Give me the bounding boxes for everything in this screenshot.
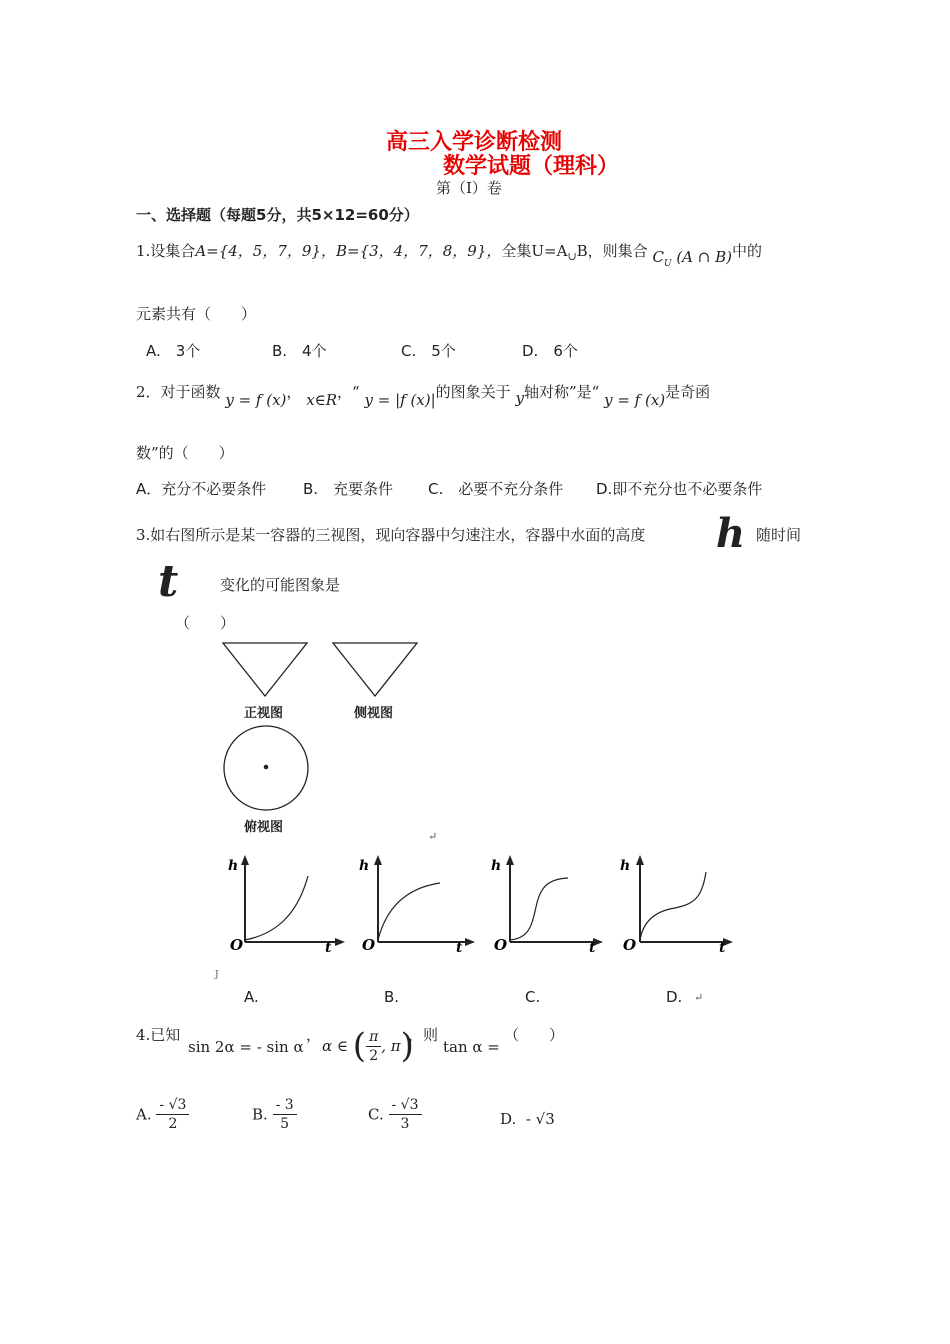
q4-option-a: A. $\frac{- √3}{2}$ (136, 1096, 189, 1133)
q2-option-c: C. 必要不充分条件 (428, 480, 564, 498)
q4-interval: α ∈ ( $\frac{\pi}{2}$ , π) (322, 1026, 414, 1066)
q4-option-d: D. - √3 (500, 1110, 555, 1128)
q4-paren: （ ） (504, 1026, 565, 1044)
graph-a (225, 852, 350, 957)
graph-a-h-label: h (228, 858, 239, 874)
question-3-line2: 变化的可能图象是 (220, 576, 341, 594)
graph-b-o-label: O (362, 936, 376, 954)
question-2-line2: 数”的（ ） (136, 444, 234, 462)
graph-a-t-label: t (325, 940, 332, 956)
q1-option-c: C. 5个 (401, 342, 456, 360)
small-mark: J (215, 970, 219, 980)
q2-mid: 的图象关于 (435, 383, 511, 401)
q1-option-b: B. 4个 (272, 342, 327, 360)
return-mark-1: ↵ (428, 830, 438, 843)
q4-then: ，则 (408, 1026, 439, 1044)
exam-title: 高三入学诊断检测 (386, 130, 563, 155)
q3-h-letter: h (716, 510, 746, 557)
q1-set-a: A={4，5，7，9}， (195, 242, 336, 260)
graph-c-o-label: O (494, 936, 508, 954)
q2-y: y (515, 389, 524, 407)
q3-paren: （ ） (175, 614, 236, 632)
q1-union: ∪ (567, 250, 577, 263)
q4-comma: ， (306, 1026, 322, 1044)
graph-d (620, 852, 745, 957)
q1-stem-end: 中的 (732, 242, 763, 260)
q4-option-c-value: $\frac{- √3}{3}$ (389, 1096, 422, 1133)
question-2-line1 (136, 381, 710, 409)
q2-func-3: y = f (x) (604, 391, 666, 409)
q4-option-b-value: $\frac{- 3}{5}$ (273, 1096, 297, 1133)
top-view-label: 俯视图 (244, 820, 284, 835)
q2-func-1: y = f (x) (225, 391, 287, 409)
q4-option-b: B. $\frac{- 3}{5}$ (252, 1096, 297, 1133)
q2-mid2: 轴对称”是“ (523, 383, 600, 401)
side-view-figure (330, 640, 420, 700)
q4-stem: 4.已知 (136, 1026, 181, 1044)
q4-option-d-value: - √3 (525, 1110, 555, 1128)
graph-b (358, 852, 483, 957)
q1-complement-expr: $C_U$ (A ∩ B) (652, 248, 732, 269)
q1-set-b: B={3，4，7，8，9}， (335, 242, 502, 260)
q3-stem-end: 随时间 (756, 526, 802, 544)
q1-option-d: D. 6个 (522, 342, 578, 360)
q4-alpha-in: α ∈ (322, 1037, 349, 1055)
q2-option-a: A．充分不必要条件 (136, 480, 267, 498)
q2-option-b: B. 充要条件 (303, 480, 394, 498)
q4-equation: sin 2α = - sin α (188, 1038, 304, 1056)
q3-option-b: B. (384, 988, 400, 1006)
q2-option-d: D.即不充分也不必要条件 (596, 480, 763, 498)
q3-t-letter: t (158, 556, 179, 607)
q4-pi-over-2: $\frac{\pi}{2}$ (366, 1028, 381, 1065)
q1-option-a: A. 3个 (146, 342, 201, 360)
graph-d-h-label: h (620, 858, 631, 874)
section-heading: 一、选择题（每题5分，共5×12=60分） (136, 206, 419, 224)
q1-universe-end: B，则集合 (576, 242, 648, 260)
q2-stem: 2．对于函数 (136, 383, 221, 401)
q4-option-c: C. $\frac{- √3}{3}$ (368, 1096, 422, 1133)
q3-option-d: D. (666, 988, 683, 1006)
top-view-figure (220, 722, 312, 814)
graph-b-t-label: t (456, 940, 463, 956)
q2-domain: x∈R (306, 391, 338, 409)
graph-b-h-label: h (359, 858, 370, 874)
front-view-label: 正视图 (244, 706, 284, 721)
graph-d-t-label: t (719, 940, 726, 956)
q3-option-c: C. (525, 988, 541, 1006)
exam-subtitle: 数学试题（理科） (443, 154, 620, 179)
q4-tan: tan α = (443, 1038, 500, 1056)
q2-func-abs: y = |f (x)| (364, 391, 436, 409)
q2-comma-1: ， (286, 383, 302, 401)
graph-d-o-label: O (623, 936, 637, 954)
graph-c (490, 852, 615, 957)
volume-label: 第（Ⅰ）卷 (436, 179, 502, 197)
q2-end: 是奇函 (665, 383, 711, 401)
q4-option-a-value: $\frac{- √3}{2}$ (156, 1096, 189, 1133)
graph-a-o-label: O (230, 936, 244, 954)
q1-stem: 1.设集合 (136, 242, 196, 260)
question-3-line1: 3.如右图所示是某一容器的三视图，现向容器中匀速注水，容器中水面的高度 (136, 526, 646, 544)
graph-c-t-label: t (589, 940, 596, 956)
return-mark-2: ↵ (694, 991, 704, 1004)
side-view-label: 侧视图 (354, 706, 394, 721)
q2-quote-open: ，“ (337, 383, 360, 401)
q1-universe: 全集U=A (501, 242, 568, 260)
question-1-line2: 元素共有（ ） (136, 305, 257, 323)
q3-option-a: A. (244, 988, 259, 1006)
graph-c-h-label: h (491, 858, 502, 874)
question-1-line1 (136, 240, 762, 269)
q4-interval-end: , π (381, 1037, 401, 1055)
front-view-figure (220, 640, 310, 700)
